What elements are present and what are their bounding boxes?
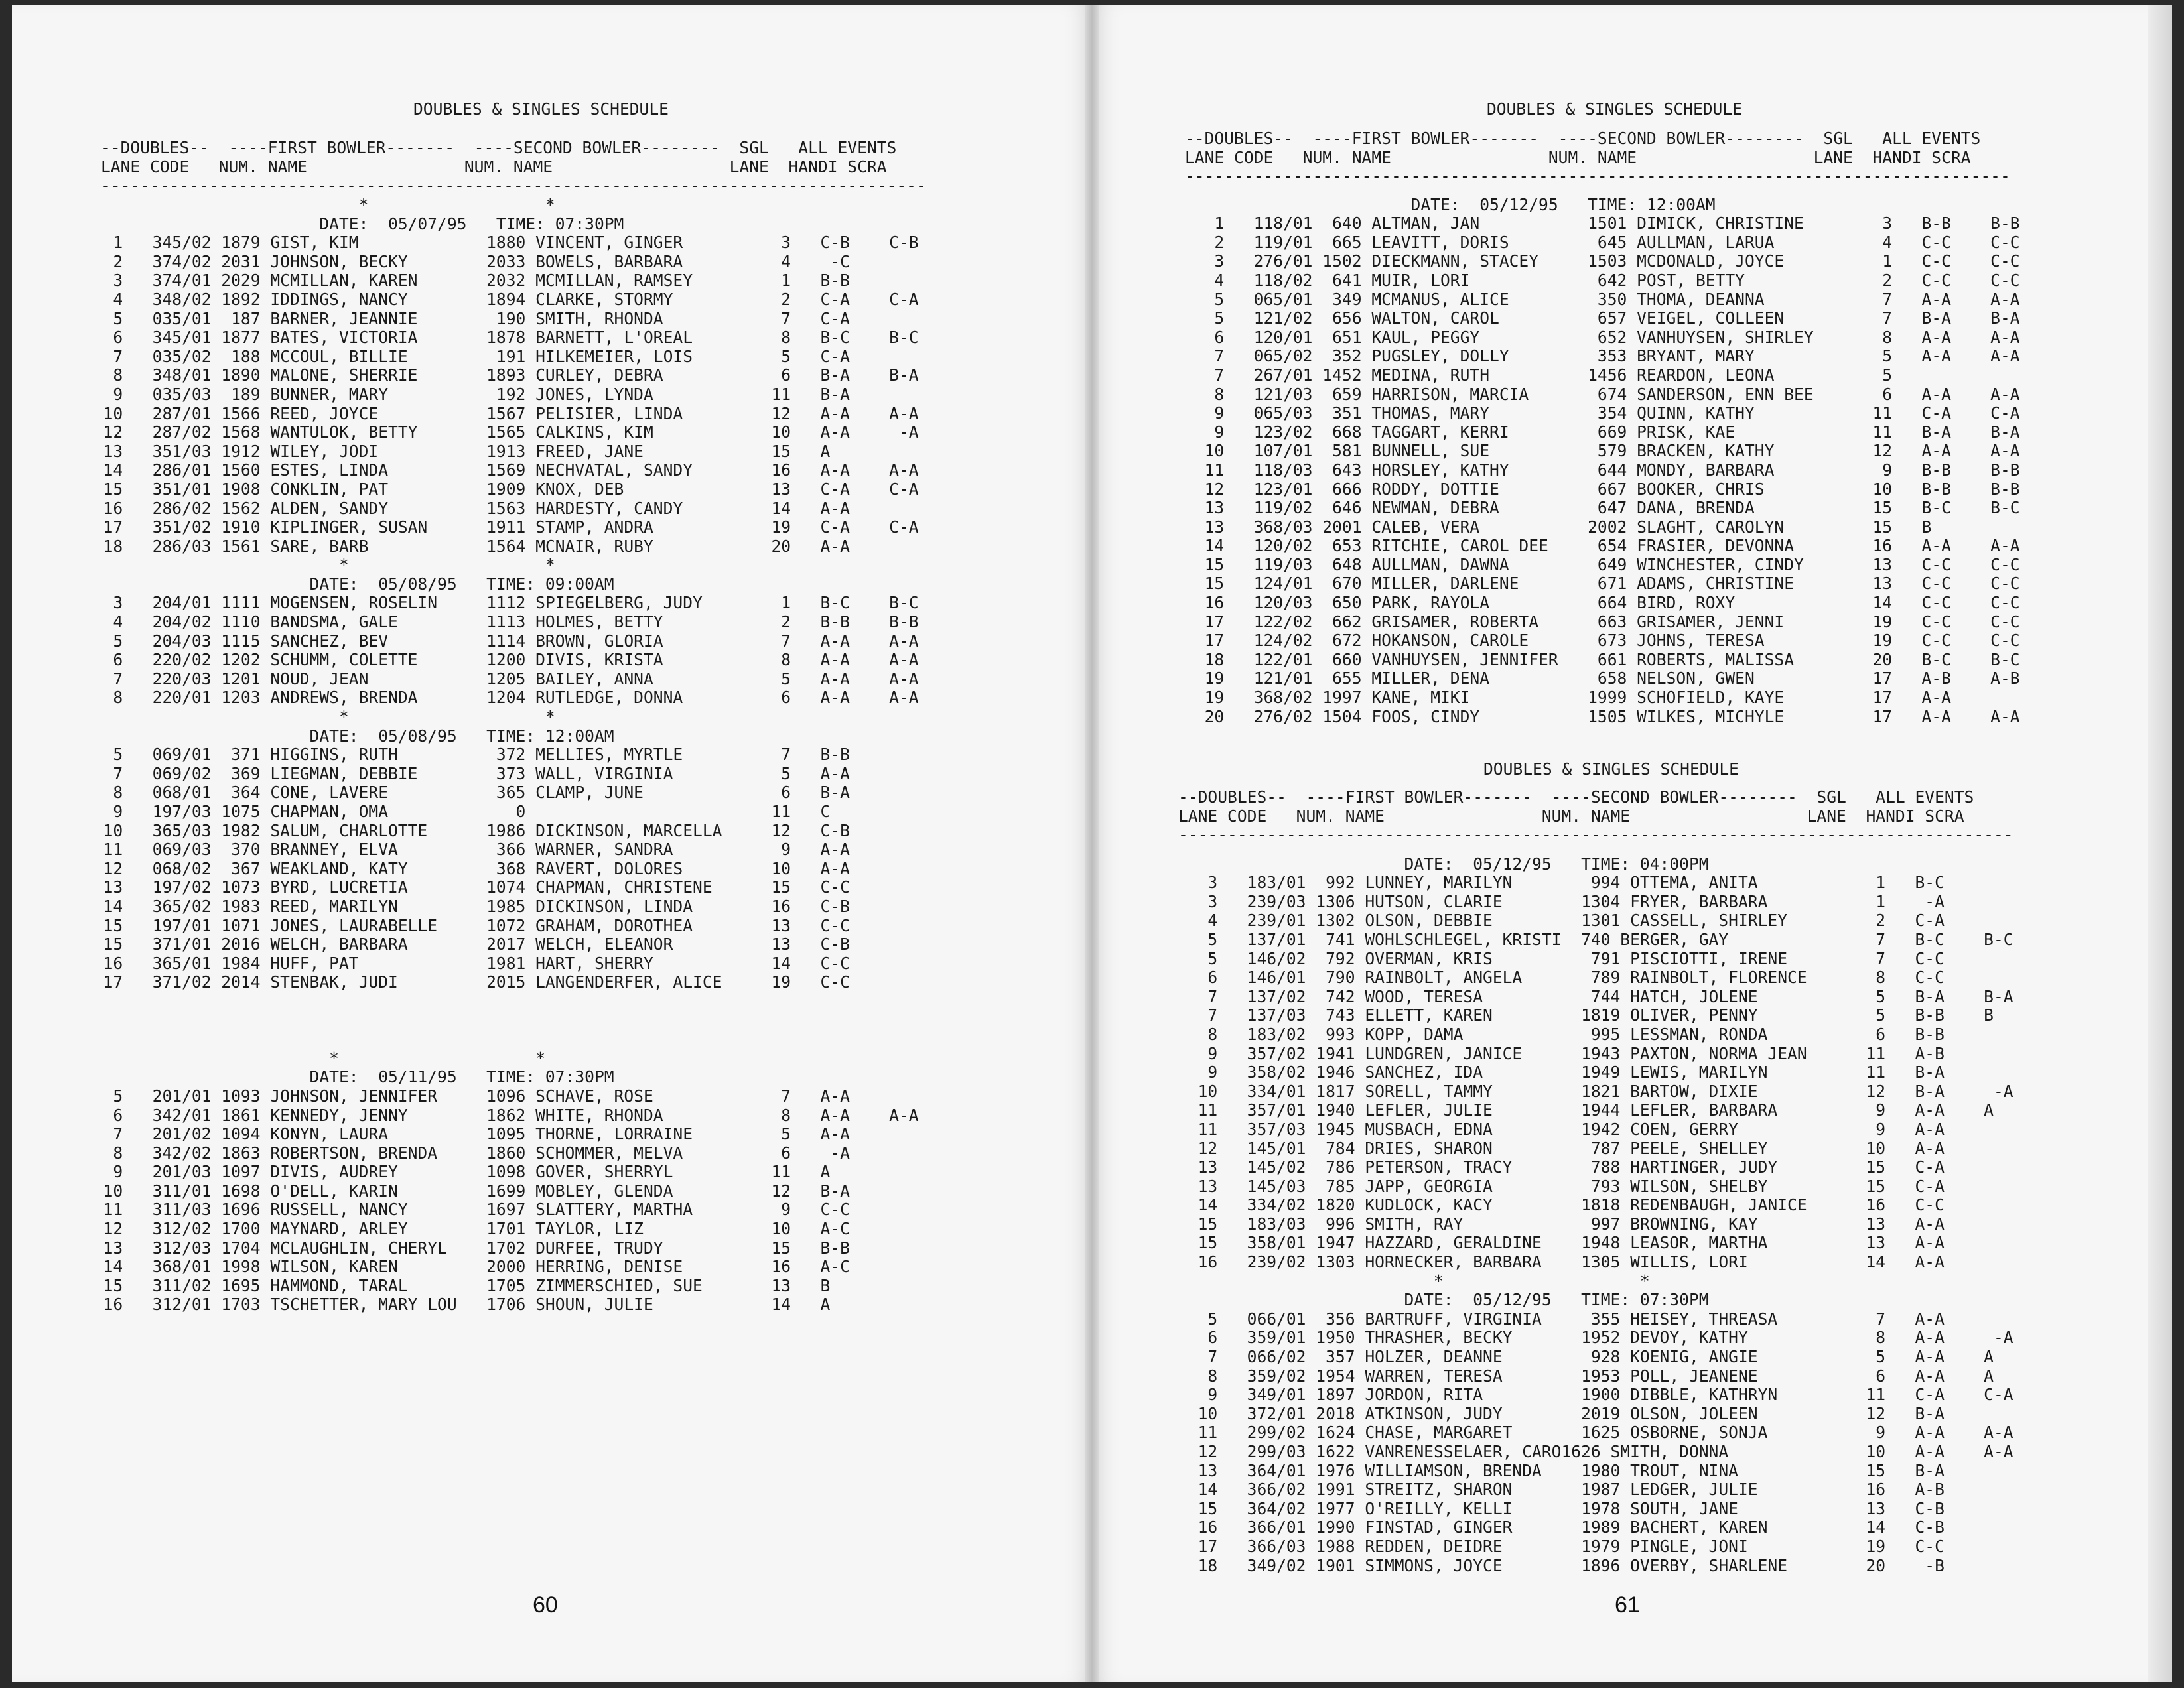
schedule-title-2: DOUBLES & SINGLES SCHEDULE: [1483, 759, 1739, 779]
schedule-title: DOUBLES & SINGLES SCHEDULE: [413, 99, 669, 119]
page-edge: [2148, 5, 2172, 1682]
booklet-spread: [12, 5, 2172, 1682]
schedule-header: --DOUBLES-- ----FIRST BOWLER------- ----SECOND BOWLER-------- SGL ALL EVENTS LANE CODE NUM. NAME NUM. NAME LANE HANDI SCRA ------------------------------------------------------------------------------------: [101, 138, 926, 196]
page-number: 61: [1615, 1592, 1640, 1618]
book-gutter: [1085, 5, 1099, 1682]
schedule-body: * * DATE: 05/07/95 TIME: 07:30PM 1 345/02 1879 GIST, KIM 1880 VINCENT, GINGER 3 C-B C-B 2 374/02 2031 JOHNSON, BECKY 2033 BOWELS, BARBARA 4 -C 3 374/01 2029 MCMILLAN, KAREN 2032 MCMILLAN, RAMSEY 1 B-B 4 348/02 1892 IDDINGS, NANCY 1894 CLARKE, STORMY 2 C-A C-A 5 035/01 187 BARNER, JEANNIE 190 SMITH, RHONDA 7 C-A 6 345/01 1877 BATES, VICTORIA 1878 BARNETT, L'OREAL 8 B-C B-C 7 035/02 188 MCCOUL, BILLIE 191 HILKEMEIER, LOIS 5 C-A 8 348/01 1890 MALONE, SHERRIE 1893 CURLEY, DEBRA 6 B-A B-A 9 035/03 189 BUNNER, MARY 192 JONES, LYNDA 11 B-A 10 287/01 1566 REED, JOYCE 1567 PELISIER, LINDA 12 A-A A-A 12 287/02 1568 WANTULOK, BETTY 1565 CALKINS, KIM 10 A-A -A 13 351/03 1912 WILEY, JODI 1913 FREED, JANE 15 A 14 286/01 1560 ESTES, LINDA 1569 NECHVATAL, SANDY 16 A-A A-A 15 351/01 1908 CONKLIN, PAT 1909 KNOX, DEB 13 C-A C-A 16 286/02 1562 ALDEN, SANDY 1563 HARDESTY, CANDY 14 A-A 17 351/02 1910 KIPLINGER, SUSAN 1911 STAMP, ANDRA 19 C-A C-A 18 286/03 1561 SARE, BARB 1564 MCNAIR, RUBY 20 A-A * * DATE: 05/08/95 TIME: 09:00AM 3 204/01 1111 MOGENSEN, ROSELIN 1112 SPIEGELBERG, JUDY 1 B-C B-C 4 204/02 1110 BANDSMA, GALE 1113 HOLMES, BETTY 2 B-B B-B 5 204/03 1115 SANCHEZ, BEV 1114 BROWN, GLORIA 7 A-A A-A 6 220/02 1202 SCHUMM, COLETTE 1200 DIVIS, KRISTA 8 A-A A-A 7 220/03 1201 NOUD, JEAN 1205 BAILEY, ANNA 5 A-A A-A 8 220/01 1203 ANDREWS, BRENDA 1204 RUTLEDGE, DONNA 6 A-A A-A * * DATE: 05/08/95 TIME: 12:00AM 5 069/01 371 HIGGINS, RUTH 372 MELLIES, MYRTLE 7 B-B 7 069/02 369 LIEGMAN, DEBBIE 373 WALL, VIRGINIA 5 A-A 8 068/01 364 CONE, LAVERE 365 CLAMP, JUNE 6 B-A 9 197/03 1075 CHAPMAN, OMA 0 11 C 10 365/03 1982 SALUM, CHARLOTTE 1986 DICKINSON, MARCELLA 12 C-B 11 069/03 370 BRANNEY, ELVA 366 WARNER, SANDRA 9 A-A 12 068/02 367 WEAKLAND, KATY 368 RAVERT, DOLORES 10 A-A 13 197/02 1073 BYRD, LUCRETIA 1074 CHAPMAN, CHRISTENE 15 C-C 14 365/02 1983 REED, MARILYN 1985 DICKINSON, LINDA 16 C-B 15 197/01 1071 JONES, LAURABELLE 1072 GRAHAM, DOROTHEA 13 C-C 15 371/01 2016 WELCH, BARBARA 2017 WELCH, ELEANOR 13 C-B 16 365/01 1984 HUFF, PAT 1981 HART, SHERRY 14 C-C 17 371/02 2014 STENBAK, JUDI 2015 LANGENDERFER, ALICE 19 C-C * * DATE: 05/11/95 TIME: 07:30PM 5 201/01 1093 JOHNSON, JENNIFER 1096 SCHAVE, ROSE 7 A-A 6 342/01 1861 KENNEDY, JENNY 1862 WHITE, RHONDA 8 A-A A-A 7 201/02 1094 KONYN, LAURA 1095 THORNE, LORRAINE 5 A-A 8 342/02 1863 ROBERTSON, BRENDA 1860 SCHOMMER, MELVA 6 -A 9 201/03 1097 DIVIS, AUDREY 1098 GOVER, SHERRYL 11 A 10 311/01 1698 O'DELL, KARIN 1699 MOBLEY, GLENDA 12 B-A 11 311/03 1696 RUSSELL, NANCY 1697 SLATTERY, MARTHA 9 C-C 12 312/02 1700 MAYNARD, ARLEY 1701 TAYLOR, LIZ 10 A-C 13 312/03 1704 MCLAUGHLIN, CHERYL 1702 DURFEE, TRUDY 15 B-B 14 368/01 1998 WILSON, KAREN 2000 HERRING, DENISE 16 A-C 15 311/02 1695 HAMMOND, TARAL 1705 ZIMMERSCHIED, SUE 13 B 16 312/01 1703 TSCHETTER, MARY LOU 1706 SHOUN, JULIE 14 A: [103, 195, 919, 1315]
left-page: [12, 5, 1092, 1682]
page-number: 60: [533, 1592, 558, 1618]
schedule-header: --DOUBLES-- ----FIRST BOWLER------- ----SECOND BOWLER-------- SGL ALL EVENTS LANE CODE NUM. NAME NUM. NAME LANE HANDI SCRA ------------------------------------------------------------------------------------: [1185, 129, 2010, 186]
schedule-title: DOUBLES & SINGLES SCHEDULE: [1487, 99, 1742, 119]
schedule-body: DATE: 05/12/95 TIME: 12:00AM 1 118/01 640 ALTMAN, JAN 1501 DIMICK, CHRISTINE 3 B-B B-B 2 119/01 665 LEAVITT, DORIS 645 AULLMAN, LARUA 4 C-C C-C 3 276/01 1502 DIECKMANN, STACEY 1503 MCDONALD, JOYCE 1 C-C C-C 4 118/02 641 MUIR, LORI 642 POST, BETTY 2 C-C C-C 5 065/01 349 MCMANUS, ALICE 350 THOMA, DEANNA 7 A-A A-A 5 121/02 656 WALTON, CAROL 657 VEIGEL, COLLEEN 7 B-A B-A 6 120/01 651 KAUL, PEGGY 652 VANHUYSEN, SHIRLEY 8 A-A A-A 7 065/02 352 PUGSLEY, DOLLY 353 BRYANT, MARY 5 A-A A-A 7 267/01 1452 MEDINA, RUTH 1456 REARDON, LEONA 5 8 121/03 659 HARRISON, MARCIA 674 SANDERSON, ENN BEE 6 A-A A-A 9 065/03 351 THOMAS, MARY 354 QUINN, KATHY 11 C-A C-A 9 123/02 668 TAGGART, KERRI 669 PRISK, KAE 11 B-A B-A 10 107/01 581 BUNNELL, SUE 579 BRACKEN, KATHY 12 A-A A-A 11 118/03 643 HORSLEY, KATHY 644 MONDY, BARBARA 9 B-B B-B 12 123/01 666 RODDY, DOTTIE 667 BOOKER, CHRIS 10 B-B B-B 13 119/02 646 NEWMAN, DEBRA 647 DANA, BRENDA 15 B-C B-C 13 368/03 2001 CALEB, VERA 2002 SLAGHT, CAROLYN 15 B 14 120/02 653 RITCHIE, CAROL DEE 654 FRASIER, DEVONNA 16 A-A A-A 15 119/03 648 AULLMAN, DAWNA 649 WINCHESTER, CINDY 13 C-C C-C 15 124/01 670 MILLER, DARLENE 671 ADAMS, CHRISTINE 13 C-C C-C 16 120/03 650 PARK, RAYOLA 664 BIRD, ROXY 14 C-C C-C 17 122/02 662 GRISAMER, ROBERTA 663 GRISAMER, JENNI 19 C-C C-C 17 124/02 672 HOKANSON, CAROLE 673 JOHNS, TERESA 19 C-C C-C 18 122/01 660 VANHUYSEN, JENNIFER 661 ROBERTS, MALISSA 20 B-C B-C 19 121/01 655 MILLER, DENA 658 NELSON, GWEN 17 A-B A-B 19 368/02 1997 KANE, MIKI 1999 SCHOFIELD, KAYE 17 A-A 20 276/02 1504 FOOS, CINDY 1505 WILKES, MICHYLE 17 A-A A-A: [1204, 194, 2020, 726]
schedule-header-2: --DOUBLES-- ----FIRST BOWLER------- ----SECOND BOWLER-------- SGL ALL EVENTS LANE CODE NUM. NAME NUM. NAME LANE HANDI SCRA -------------------------------------------------------------------------------------: [1178, 787, 2013, 845]
schedule-body-2: DATE: 05/12/95 TIME: 04:00PM 3 183/01 992 LUNNEY, MARILYN 994 OTTEMA, ANITA 1 B-C 3 239/03 1306 HUTSON, CLARIE 1304 FRYER, BARBARA 1 -A 4 239/01 1302 OLSON, DEBBIE 1301 CASSELL, SHIRLEY 2 C-A 5 137/01 741 WOHLSCHLEGEL, KRISTI 740 BERGER, GAY 7 B-C B-C 5 146/02 792 OVERMAN, KRIS 791 PISCIOTTI, IRENE 7 C-C 6 146/01 790 RAINBOLT, ANGELA 789 RAINBOLT, FLORENCE 8 C-C 7 137/02 742 WOOD, TERESA 744 HATCH, JOLENE 5 B-A B-A 7 137/03 743 ELLETT, KAREN 1819 OLIVER, PENNY 5 B-B B 8 183/02 993 KOPP, DAMA 995 LESSMAN, RONDA 6 B-B 9 357/02 1941 LUNDGREN, JANICE 1943 PAXTON, NORMA JEAN 11 A-B 9 358/02 1946 SANCHEZ, IDA 1949 LEWIS, MARILYN 11 B-A 10 334/01 1817 SORELL, TAMMY 1821 BARTOW, DIXIE 12 B-A -A 11 357/01 1940 LEFLER, JULIE 1944 LEFLER, BARBARA 9 A-A A 11 357/03 1945 MUSBACH, EDNA 1942 COEN, GERRY 9 A-A 12 145/01 784 DRIES, SHARON 787 PEELE, SHELLEY 10 A-A 13 145/02 786 PETERSON, TRACY 788 HARTINGER, JUDY 15 C-A 13 145/03 785 JAPP, GEORGIA 793 WILSON, SHELBY 15 C-A 14 334/02 1820 KUDLOCK, KACY 1818 REDENBAUGH, JANICE 16 C-C 15 183/03 996 SMITH, RAY 997 BROWNING, KAY 13 A-A 15 358/01 1947 HAZZARD, GERALDINE 1948 LEASOR, MARTHA 13 A-A 16 239/02 1303 HORNECKER, BARBARA 1305 WILLIS, LORI 14 A-A * * DATE: 05/12/95 TIME: 07:30PM 5 066/01 356 BARTRUFF, VIRGINIA 355 HEISEY, THREASA 7 A-A 6 359/01 1950 THRASHER, BECKY 1952 DEVOY, KATHY 8 A-A -A 7 066/02 357 HOLZER, DEANNE 928 KOENIG, ANGIE 5 A-A A 8 359/02 1954 WARREN, TERESA 1953 POLL, JEANENE 6 A-A A 9 349/01 1897 JORDON, RITA 1900 DIBBLE, KATHRYN 11 C-A C-A 10 372/01 2018 ATKINSON, JUDY 2019 OLSON, JOLEEN 12 B-A 11 299/02 1624 CHASE, MARGARET 1625 OSBORNE, SONJA 9 A-A A-A 12 299/03 1622 VANRENESSELAER, CARO1626 SMITH, DONNA 10 A-A A-A 13 364/01 1976 WILLIAMSON, BRENDA 1980 TROUT, NINA 15 B-A 14 366/02 1991 STREITZ, SHARON 1987 LEDGER, JULIE 16 A-B 15 364/02 1977 O'REILLY, KELLI 1978 SOUTH, JANE 13 C-B 16 366/01 1990 FINSTAD, GINGER 1989 BACHERT, KAREN 14 C-B 17 366/03 1988 REDDEN, DEIDRE 1979 PINGLE, JONI 19 C-C 18 349/02 1901 SIMMONS, JOYCE 1896 OVERBY, SHARLENE 20 -B: [1197, 854, 2013, 1575]
right-page: [1092, 5, 2172, 1682]
